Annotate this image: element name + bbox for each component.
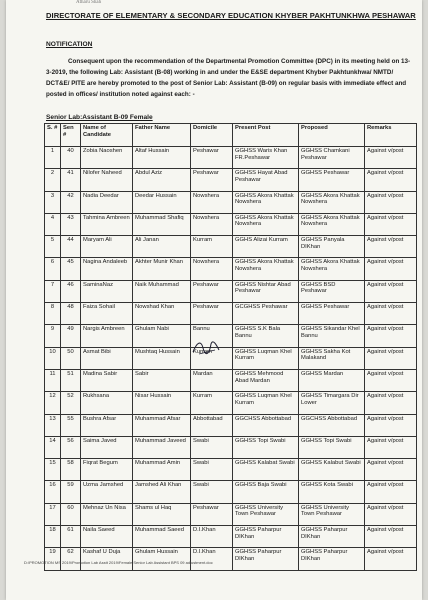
cell-name: Saima Javed [81, 436, 133, 458]
directorate-heading: DIRECTORATE OF ELEMENTARY & SECONDARY EDUCATION KHYBER PAKHTUNKHWA PESHAWAR [46, 11, 416, 20]
cell-father: Ali Janan [133, 236, 191, 258]
cell-proposed: GGHSS Topi Swabi [299, 436, 365, 458]
table-row [45, 548, 417, 570]
table-row [45, 191, 417, 213]
cell-sno: 10 [45, 347, 61, 369]
cell-remarks: Against v/post [365, 414, 417, 436]
cell-domicile: Swabi [191, 436, 233, 458]
cell-present-post: GGHSS University Town Peshawar [233, 503, 299, 525]
table-row [45, 280, 417, 302]
cell-sen: 61 [61, 526, 81, 548]
cell-father: Akhter Munir Khan [133, 258, 191, 280]
header-domicile: Domicile [191, 124, 233, 147]
table-row [45, 169, 417, 191]
cell-sen: 44 [61, 236, 81, 258]
cell-name: Maryam Ali [81, 236, 133, 258]
cell-remarks: Against v/post [365, 258, 417, 280]
cell-sno: 6 [45, 258, 61, 280]
cell-remarks: Against v/post [365, 169, 417, 191]
cell-present-post: GGHS Alizai Kurram [233, 236, 299, 258]
cell-father: Ghulam Nabi [133, 325, 191, 347]
table-row [45, 503, 417, 525]
cell-proposed: GGHSS Sikandar Khel Bannu [299, 325, 365, 347]
cell-remarks: Against v/post [365, 280, 417, 302]
table-row [45, 414, 417, 436]
cell-domicile: Peshawar [191, 169, 233, 191]
cell-name: Nagina Andaleeb [81, 258, 133, 280]
cell-remarks: Against v/post [365, 191, 417, 213]
cell-remarks: Against v/post [365, 481, 417, 503]
cell-domicile: Kurram [191, 392, 233, 414]
cell-father: Mushtaq Hussain [133, 347, 191, 369]
cell-name: Fiqrat Begum [81, 459, 133, 481]
cell-remarks: Against v/post [365, 459, 417, 481]
table-row [45, 213, 417, 235]
table-header-row [45, 124, 417, 147]
notification-paragraph: Consequent upon the recommendation of the Departmental Promotion Committee (DPC) in its meeting held on 13-3-2019, the following Lab: Assistant (B-08) working in and under the E&SE department Khyber Pakhtunkhwa/ NMTD/ DCT&E/ PITE are hereby promoted to the post of Senior Lab: Assistant (B-09) on regular basis with immediate effect and posted in offices/ institution noted against each: - [46, 58, 411, 98]
cell-sno: 18 [45, 526, 61, 548]
cell-sen: 42 [61, 191, 81, 213]
cell-domicile: D.I.Khan [191, 526, 233, 548]
cell-proposed: GGHSS Panyala DIKhan [299, 236, 365, 258]
cell-remarks: Against v/post [365, 548, 417, 570]
cell-remarks: Against v/post [365, 303, 417, 325]
cell-father: Muhammad Shafiq [133, 213, 191, 235]
header-proposed: Proposed [299, 124, 365, 147]
handwritten-signature [191, 336, 221, 360]
promotion-table [44, 123, 417, 571]
table-row [45, 526, 417, 548]
table-row [45, 392, 417, 414]
cell-present-post: GGCHSS Abbottabad [233, 414, 299, 436]
cell-remarks: Against v/post [365, 213, 417, 235]
notification-label: NOTIFICATION [46, 41, 93, 48]
cell-name: Naila Saeed [81, 526, 133, 548]
top-scrap-text: Atharu Shah [76, 0, 102, 5]
cell-proposed: GGHSS Peshawar [299, 169, 365, 191]
cell-sno: 13 [45, 414, 61, 436]
cell-sno: 12 [45, 392, 61, 414]
cell-sen: 62 [61, 548, 81, 570]
cell-present-post: GGHSS Luqman Khel Kurram [233, 392, 299, 414]
table-row [45, 459, 417, 481]
header-sen: Sen # [61, 124, 81, 147]
cell-present-post: GGHSS Akora Khattak Nowshera [233, 213, 299, 235]
cell-sen: 41 [61, 169, 81, 191]
cell-domicile: Peshawar [191, 280, 233, 302]
cell-present-post: GGHSS Akora Khattak Nowshera [233, 191, 299, 213]
cell-sen: 50 [61, 347, 81, 369]
header-sno: S. # [45, 124, 61, 147]
cell-sno: 11 [45, 369, 61, 391]
cell-domicile: Abbottabad [191, 414, 233, 436]
cell-name: Nadia Deedar [81, 191, 133, 213]
cell-sen: 40 [61, 147, 81, 169]
cell-name: Nilofer Naheed [81, 169, 133, 191]
cell-proposed: GGHSS Chamkani Peshawar [299, 147, 365, 169]
cell-name: Zobia Naoshen [81, 147, 133, 169]
cell-sen: 55 [61, 414, 81, 436]
cell-name: Uzma Jamshed [81, 481, 133, 503]
cell-father: Ghulam Hussain [133, 548, 191, 570]
cell-sen: 56 [61, 436, 81, 458]
cell-domicile: Bannu [191, 325, 233, 347]
cell-domicile: Nowshera [191, 258, 233, 280]
cell-domicile: Peshawar [191, 303, 233, 325]
cell-domicile: Kurram [191, 347, 233, 369]
cell-proposed: GGHSS Kalabut Swabi [299, 459, 365, 481]
cell-father: Nisar Hussain [133, 392, 191, 414]
cell-domicile: Nowshera [191, 213, 233, 235]
cell-sen: 43 [61, 213, 81, 235]
cell-sno: 9 [45, 325, 61, 347]
cell-proposed: GGHSS Paharpur DIKhan [299, 526, 365, 548]
cell-present-post: GGHSS Nishtar Abad Peshawar [233, 280, 299, 302]
cell-sen: 59 [61, 481, 81, 503]
cell-sen: 46 [61, 280, 81, 302]
table-row [45, 303, 417, 325]
cell-proposed: GGHSS Mardan [299, 369, 365, 391]
cell-sno: 16 [45, 481, 61, 503]
table-row [45, 481, 417, 503]
header-father: Father Name [133, 124, 191, 147]
cell-remarks: Against v/post [365, 147, 417, 169]
cell-proposed: GGHSS Akora Khattak Nowshera [299, 191, 365, 213]
cell-proposed: GGHSS Peshawar [299, 303, 365, 325]
cell-remarks: Against v/post [365, 236, 417, 258]
cell-domicile: Mardan [191, 369, 233, 391]
cell-sen: 60 [61, 503, 81, 525]
cell-present-post: GGHSS Hayat Abad Peshawar [233, 169, 299, 191]
cell-present-post: GGHSS Topi Swabi [233, 436, 299, 458]
table-row [45, 147, 417, 169]
cell-remarks: Against v/post [365, 526, 417, 548]
cell-father: Muhammad Saeed [133, 526, 191, 548]
cell-father: Sabir [133, 369, 191, 391]
cell-name: Tahmina Ambreen [81, 213, 133, 235]
cell-name: Nargis Ambreen [81, 325, 133, 347]
table-body [45, 147, 417, 571]
cell-father: Naik Muhammad [133, 280, 191, 302]
cell-father: Jamshed Ali Khan [133, 481, 191, 503]
document-page [6, 0, 422, 600]
cell-father: Abdul Aziz [133, 169, 191, 191]
cell-remarks: Against v/post [365, 369, 417, 391]
cell-remarks: Against v/post [365, 436, 417, 458]
table-row [45, 369, 417, 391]
cell-sno: 19 [45, 548, 61, 570]
cell-proposed: GGHSS University Town Peshawar [299, 503, 365, 525]
table-row [45, 258, 417, 280]
table-row [45, 236, 417, 258]
cell-sno: 3 [45, 191, 61, 213]
cell-remarks: Against v/post [365, 347, 417, 369]
cell-present-post: GGHSS Paharpur DIKhan [233, 548, 299, 570]
cell-present-post: GGHSS Mehmood Abad Mardan [233, 369, 299, 391]
cell-sno: 4 [45, 213, 61, 235]
cell-father: Muhammad Amin [133, 459, 191, 481]
cell-proposed: GGHSS Timargara Dir Lower [299, 392, 365, 414]
footer-file-path: D:\PROMOTION MS 2019\Promotion Lab Asstt 2019\Female Senior Lab Assistant BPS 09 adjustment.doc [24, 560, 213, 565]
cell-father: Muhammad Javeed [133, 436, 191, 458]
cell-sen: 49 [61, 325, 81, 347]
header-name: Name of Candidate [81, 124, 133, 147]
cell-remarks: Against v/post [365, 392, 417, 414]
cell-proposed: GGHSS Paharpur DIKhan [299, 548, 365, 570]
cell-domicile: Swabi [191, 459, 233, 481]
cell-father: Muhammad Afsar [133, 414, 191, 436]
cell-name: Asmat Bibi [81, 347, 133, 369]
cell-present-post: GGHSS S.K Bala Bannu [233, 325, 299, 347]
cell-present-post: GGHSS Waris Khan FR.Peshawar [233, 147, 299, 169]
table-row [45, 347, 417, 369]
cell-domicile: Peshawar [191, 503, 233, 525]
cell-sno: 1 [45, 147, 61, 169]
cell-present-post: GGHSS Paharpur DIKhan [233, 526, 299, 548]
header-present-post: Present Post [233, 124, 299, 147]
cell-sen: 48 [61, 303, 81, 325]
cell-domicile: Nowshera [191, 191, 233, 213]
cell-sen: 45 [61, 258, 81, 280]
cell-present-post: GGHSS Baja Swabi [233, 481, 299, 503]
cell-present-post: GGHSS Akora Khattak Nowshera [233, 258, 299, 280]
cell-sno: 14 [45, 436, 61, 458]
cell-name: Mehnaz Un Nisa [81, 503, 133, 525]
table-row [45, 325, 417, 347]
cell-present-post: GGHSS Luqman Khel Kurram [233, 347, 299, 369]
section-title: Senior Lab:Assistant B-09 Female [46, 114, 153, 121]
cell-remarks: Against v/post [365, 325, 417, 347]
cell-sno: 8 [45, 303, 61, 325]
cell-sno: 7 [45, 280, 61, 302]
header-remarks: Remarks [365, 124, 417, 147]
cell-remarks: Against v/post [365, 503, 417, 525]
cell-proposed: GGHSS BSD Peshawar [299, 280, 365, 302]
cell-sen: 51 [61, 369, 81, 391]
cell-sen: 58 [61, 459, 81, 481]
cell-father: Deedar Hussain [133, 191, 191, 213]
cell-sno: 5 [45, 236, 61, 258]
cell-father: Altaf Hussain [133, 147, 191, 169]
cell-name: SaminaNaz [81, 280, 133, 302]
cell-domicile: D.I.Khan [191, 548, 233, 570]
cell-present-post: GCGHSS Peshawar [233, 303, 299, 325]
cell-domicile: Swabi [191, 481, 233, 503]
cell-name: Bushra Afsar [81, 414, 133, 436]
cell-sen: 52 [61, 392, 81, 414]
cell-proposed: GGCHSS Abbottabad [299, 414, 365, 436]
cell-sno: 15 [45, 459, 61, 481]
cell-father: Nowshad Khan [133, 303, 191, 325]
table-row [45, 436, 417, 458]
cell-domicile: Kurram [191, 236, 233, 258]
cell-proposed: GGHSS Akora Khattak Nowshera [299, 258, 365, 280]
cell-proposed: GGHSS Akora Khattak Nowshera [299, 213, 365, 235]
cell-proposed: GGHSS Kota Swabi [299, 481, 365, 503]
cell-domicile: Peshawar [191, 147, 233, 169]
cell-name: Kashaf U Duja [81, 548, 133, 570]
cell-sno: 2 [45, 169, 61, 191]
cell-name: Madina Sabir [81, 369, 133, 391]
cell-sno: 17 [45, 503, 61, 525]
cell-name: Rukhsana [81, 392, 133, 414]
cell-proposed: GGHSS Sakha Kot Malakand [299, 347, 365, 369]
cell-name: Faiza Sohail [81, 303, 133, 325]
cell-present-post: GGHSS Kalabat Swabi [233, 459, 299, 481]
cell-father: Shams ul Haq [133, 503, 191, 525]
